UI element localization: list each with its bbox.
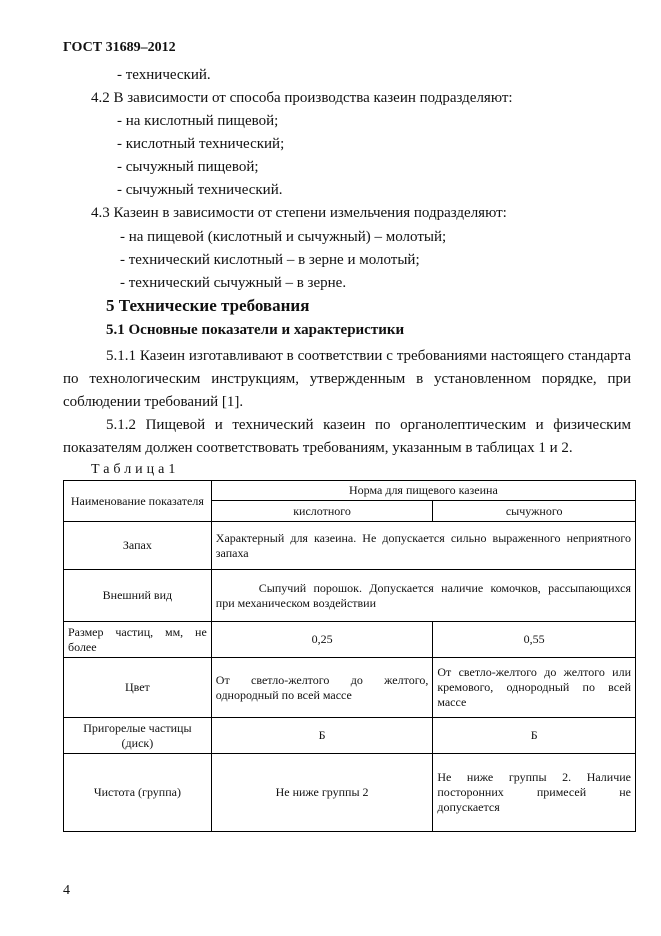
row-name-size: Размер частиц, мм, не более (64, 622, 212, 658)
table-row (64, 522, 636, 570)
list-item: - на пищевой (кислотный и сычужный) – молотый; (120, 229, 447, 245)
list-item: - кислотный технический; (117, 136, 285, 152)
row-name-color: Цвет (64, 658, 212, 718)
row-rennet-purity: Не ниже группы 2. Наличие посторонних примесей не допускается (433, 754, 636, 832)
section-title: 5 Технические требования (106, 296, 310, 315)
clause-4-2: 4.2 В зависимости от способа производства казеин подразделяют: (91, 90, 513, 106)
header-rennet: сычужного (433, 501, 636, 522)
page-number: 4 (63, 883, 70, 898)
table-header-row (64, 481, 636, 501)
row-value-appearance: Сыпучий порошок. Допускается наличие комочков, рассыпающихся при механическом воздействии (211, 570, 635, 622)
row-acid-burnt: Б (211, 718, 433, 754)
row-name-burnt: Пригорелые частицы (диск) (64, 718, 212, 754)
row-name-purity: Чистота (группа) (64, 754, 212, 832)
header-name: Наименование показателя (64, 481, 212, 522)
row-name-smell: Запах (64, 522, 212, 570)
row-acid-size: 0,25 (211, 622, 433, 658)
subsection-title: 5.1 Основные показатели и характеристики (106, 322, 405, 338)
header-acid: кислотного (211, 501, 433, 522)
table-row (64, 658, 636, 718)
list-item: - технический кислотный – в зерне и молотый; (120, 252, 420, 268)
row-rennet-color: От светло-желтого до желтого или кремового, однородный по всей массе (433, 658, 636, 718)
paragraph-5-1-2: 5.1.2 Пищевой и технический казеин по органолептическим и физическим показателям должен соответствовать требованиям, указанным в таблицах 1 и 2. (63, 417, 631, 456)
clause-4-3: 4.3 Казеин в зависимости от степени измельчения подразделяют: (91, 205, 507, 221)
header-group: Норма для пищевого казеина (211, 481, 635, 501)
row-acid-color: От светло-желтого до желтого, однородный по всей массе (211, 658, 433, 718)
requirements-table (63, 480, 636, 832)
table-row (64, 622, 636, 658)
document-header: ГОСТ 31689–2012 (63, 40, 176, 55)
table-row (64, 570, 636, 622)
list-item: - сычужный технический. (117, 182, 283, 198)
row-value-smell: Характерный для казеина. Не допускается сильно выраженного неприятного запаха (211, 522, 635, 570)
table-row (64, 718, 636, 754)
list-item: - на кислотный пищевой; (117, 113, 279, 129)
paragraph-5-1-1: 5.1.1 Казеин изготавливают в соответствии с требованиями настоящего стандарта по технологическим инструкциям, утвержденным в установленном порядке, при соблюдении требований [1]. (63, 348, 631, 410)
row-rennet-size: 0,55 (433, 622, 636, 658)
row-rennet-burnt: Б (433, 718, 636, 754)
table-caption: Таблица1 (91, 462, 180, 477)
row-name-appearance: Внешний вид (64, 570, 212, 622)
row-acid-purity: Не ниже группы 2 (211, 754, 433, 832)
list-item: - сычужный пищевой; (117, 159, 259, 175)
list-item: - технический сычужный – в зерне. (120, 275, 347, 291)
list-item: - технический. (117, 67, 211, 83)
table-row (64, 754, 636, 832)
